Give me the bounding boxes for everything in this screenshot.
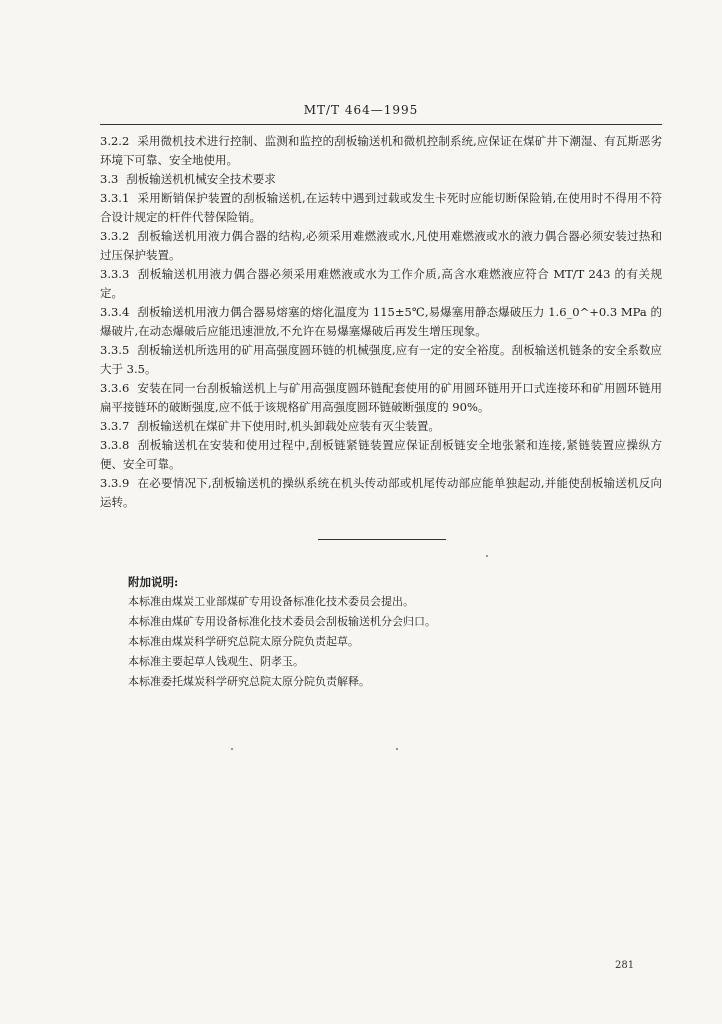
clause-3-3 <box>100 170 662 189</box>
clause-text: 刮板输送机所选用的矿用高强度圆环链的机械强度,应有一定的安全裕度。刮板输送机链条的安全系数应大于 3.5。 <box>100 343 662 376</box>
note-line: 本标准委托煤炭科学研究总院太原分院负责解释。 <box>128 675 370 688</box>
clause-number: 3.3.5 <box>100 343 130 357</box>
clause-number: 3.3 <box>100 172 119 186</box>
clause-3-3-1 <box>100 189 662 227</box>
clause-text: 刮板输送机用液力偶合器的结构,必须采用难燃液或水,凡使用难燃液或水的液力偶合器必须安装过热和过压保护装置。 <box>100 229 662 262</box>
scan-speck <box>486 555 488 557</box>
clause-number: 3.3.4 <box>100 305 130 319</box>
clause-number: 3.3.2 <box>100 229 130 243</box>
clause-text: 采用断销保护装置的刮板输送机,在运转中遇到过载或发生卡死时应能切断保险销,在使用时不得用不符合设计规定的杆件代替保险销。 <box>100 191 662 224</box>
clause-number: 3.3.6 <box>100 381 130 395</box>
clause-number: 3.3.3 <box>100 267 130 281</box>
note-line: 本标准主要起草人钱观生、阴孝玉。 <box>128 655 304 668</box>
clause-number: 3.3.9 <box>100 476 130 490</box>
clause-3-3-6 <box>100 379 662 417</box>
clause-text: 刮板输送机用液力偶合器易熔塞的熔化温度为 115±5℃,易爆塞用静态爆破压力 1.6_0^+0.3 MPa 的爆破片,在动态爆破后应能迅速泄放,不允许在易爆塞爆破后再发生增压现象。 <box>100 305 662 338</box>
additional-notes <box>128 573 648 692</box>
notes-title: 附加说明: <box>128 575 179 589</box>
clause-number: 3.3.8 <box>100 438 130 452</box>
clause-number: 3.2.2 <box>100 134 130 148</box>
page-number: 281 <box>615 960 635 971</box>
clause-text: 刮板输送机机械安全技术要求 <box>126 172 276 186</box>
note-line: 本标准由煤炭科学研究总院太原分院负责起草。 <box>128 635 359 648</box>
scan-speck <box>396 748 398 750</box>
scan-speck <box>231 748 233 750</box>
standard-code-header: MT/T 464—1995 <box>303 103 419 117</box>
clause-text: 安装在同一台刮板输送机上与矿用高强度圆环链配套使用的矿用圆环链用开口式连接环和矿用圆环链用扁平接链环的破断强度,应不低于该规格矿用高强度圆环链破断强度的 90%。 <box>100 381 662 414</box>
clause-3-2-2 <box>100 132 662 170</box>
clause-3-3-7 <box>100 417 662 436</box>
clause-text: 刮板输送机用液力偶合器必须采用难燃液或水为工作介质,高含水难燃液应符合 MT/T 243 的有关规定。 <box>100 267 662 300</box>
clause-3-3-4 <box>100 303 662 341</box>
clause-3-3-5 <box>100 341 662 379</box>
clause-text: 采用微机技术进行控制、监测和监控的刮板输送机和微机控制系统,应保证在煤矿井下潮湿、有瓦斯恶劣环境下可靠、安全地使用。 <box>100 134 662 167</box>
note-line: 本标准由煤炭工业部煤矿专用设备标准化技术委员会提出。 <box>128 595 414 608</box>
header-rule <box>100 124 662 125</box>
clause-3-3-2 <box>100 227 662 265</box>
clause-3-3-8 <box>100 436 662 474</box>
clause-3-3-3 <box>100 265 662 303</box>
note-line: 本标准由煤矿专用设备标准化技术委员会刮板输送机分会归口。 <box>128 615 436 628</box>
clause-number: 3.3.7 <box>100 419 130 433</box>
clause-text: 刮板输送机在煤矿井下使用时,机头卸载处应装有灭尘装置。 <box>137 419 440 433</box>
clause-3-3-9 <box>100 474 662 512</box>
clause-text: 刮板输送机在安装和使用过程中,刮板链紧链装置应保证刮板链安全地张紧和连接,紧链装置应操纵方便、安全可靠。 <box>100 438 662 471</box>
end-of-clauses-rule <box>318 539 446 540</box>
clause-body <box>100 132 662 512</box>
clause-text: 在必要情况下,刮板输送机的操纵系统在机头传动部或机尾传动部应能单独起动,并能使刮板输送机反向运转。 <box>100 476 662 509</box>
clause-number: 3.3.1 <box>100 191 130 205</box>
